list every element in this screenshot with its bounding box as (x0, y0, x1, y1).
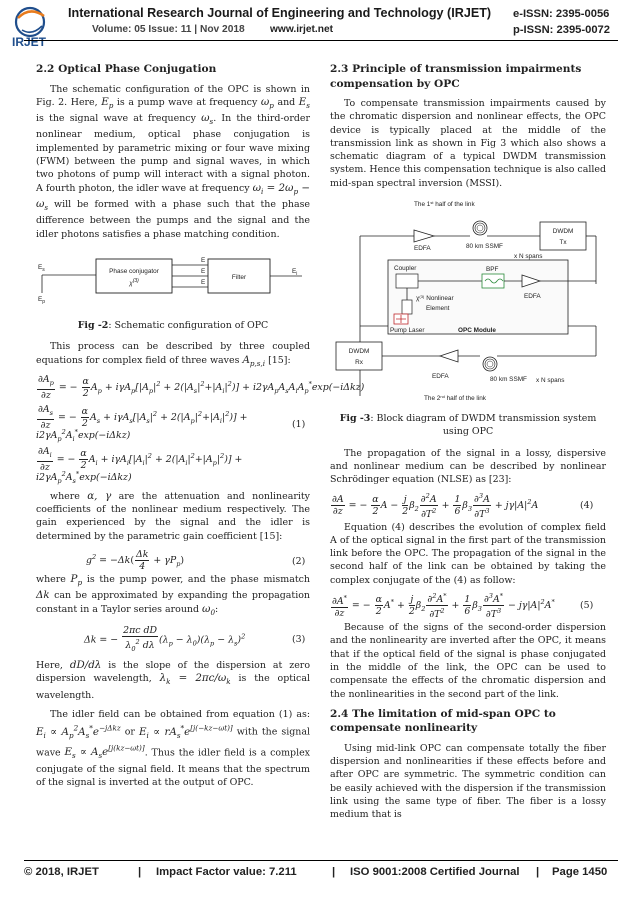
journal-url[interactable]: www.irjet.net (270, 24, 334, 35)
footer-copyright: © 2018, IRJET (24, 866, 99, 878)
second-half-label: The 2nd half of the link (424, 394, 487, 403)
fig2-mid-e2: E (201, 267, 206, 275)
eq2-number: (2) (292, 556, 306, 568)
phase-conjugator-box (96, 259, 172, 293)
paragraph-sign-inversion: Because of the signs of the second-order dispersion and the nonlinearity are inverted after the OPC, it means that if the optical field of the signal is phase conjugated in the middle of the link, the OPC can be used to compensate the effects of the chromatic dispersion and the nonlinearities in the second part of the link. (330, 622, 606, 700)
paragraph-mid-link-opc: Using mid-link OPC can compensate totally the fiber dispersion and nonlinearities if these effects before and after OPC are symmetric. The symmetric condition can be easily achieved with the dispersion if the transmission link using the same type of fiber. The fiber is a lossy medium that is (330, 742, 606, 821)
fig2-input-ep: $E_p$ (38, 295, 46, 305)
journal-title: International Research Journal of Engineering and Technology (IRJET) (68, 6, 492, 20)
paragraph-dispersion-slope: Here, dD/dλ is the slope of the dispersion at zero dispersion wavelength, $\lambda_k = 2\pi c/\omega_k$ is the optical wavelength. (36, 659, 310, 701)
paragraph-opc-intro: The schematic configuration of the OPC is shown in Fig. 2. Here, $E_p$ is a pump wave at frequency $\omega_p$ and $E_s$ is the signal wave at frequency $\omega_s$. In the third-order nonlinear medium, optical phase conjugation is implemented by parametric mixing or four wave mixing (FWM) between the pump and signal waves, in which two photons of pump will interact with a signal photon. A fourth photon, the idler wave at frequency $\omega_i = 2\omega_p - \omega_s$ will be formed with a phase such that the phase difference between the pumps and the signal and the idler photons satisfies a phase matching condition. (36, 83, 310, 240)
element-label: Element (426, 305, 450, 313)
edfa-top-label: EDFA (414, 245, 431, 253)
fig2-output-ei: $E_i$ (292, 267, 298, 277)
equation-2: $g^2 = -\Delta k$( $\frac{\Delta k}{4}$ + $\gamma P_p$) (2) (86, 549, 306, 573)
footer-rule (24, 860, 618, 861)
footer-iso: ISO 9001:2008 Certified Journal (350, 866, 520, 878)
ssmf-bottom-label: 80 km SSMF (490, 376, 527, 384)
footer-page: Page 1450 (552, 866, 608, 878)
footer-sep-3: | (536, 866, 540, 878)
fig2-mid-e3: E (201, 278, 206, 286)
eq1-number: (1) (292, 418, 306, 430)
dwdm-tx-label: DWDM (552, 228, 574, 236)
dwdm-rx-label: DWDM (348, 348, 370, 356)
fig2-mid-e1: E (201, 256, 206, 264)
paragraph-coupled-eqs: This process can be described by three coupled equations for complex field of three waves $A_{p,s,i}$ [15]: (36, 341, 310, 368)
fig-2-schematic (36, 245, 310, 315)
header-rule (24, 40, 618, 41)
paragraph-opc-principle: To compensate transmission impairments caused by the chromatic dispersion and nonlinear effects, the OPC device is typically placed at the middle of the transmission link as shown in Fig 3 which also shows a schematic diagram of a typical DWDM transmission system. Hence this compensation technique is also called mid-span spectral inversion (MSSI). (330, 98, 606, 189)
paragraph-nlse-intro: The propagation of the signal in a lossy, dispersive and nonlinear medium can be described by nonlinear Schrödinger equation (NLSE) as [23]: (330, 447, 606, 486)
right-column (330, 62, 606, 822)
ssmf-top-label: 80 km SSMF (466, 243, 503, 251)
section-2-4-heading: 2.4 The limitation of mid-span OPC to compensate nonlinearity (330, 707, 556, 735)
section-2-3-heading: 2.3 Principle of transmission impairments compensation by OPC (330, 63, 582, 90)
paragraph-equation-4: Equation (4) describes the evolution of complex field A of the optical signal in the first part of the transmission link before the OPC. The propagation of the signal in the second half of the link can be obtained by taking the complex conjugate of the (4) as follow: (330, 521, 606, 586)
equation-5: $\frac{\partial A^*}{\partial z}$ = − $\frac{\alpha}{2}$ A* + $\frac{j}{2}$ $\beta_2$ $\frac{\partial^2A^*}{\partial T^2}$ + $\frac{1}{6}$ $\beta_3$ $\frac{\partial^3A^*}{\partial T^3}$ − $j\gamma|A|^2A^*$ (5) (332, 592, 594, 621)
fig-3-caption: Fig -3: Block diagram of DWDM transmission system using OPC (339, 413, 597, 438)
equation-1: $\frac{\partial A_p}{\partial z}$ = − $\frac{\alpha}{2}$ $A_p + i\gamma A_p[|A_p|^2 + 2(|A_s|^2+|A_i|^2)] + i2\gamma A_pA_sA_iA_p^*\exp(-i\Delta kz)$ $\frac{\partial A_s}{\partial z}$ = − $\frac{\alpha}{2}$ $A_s + i\gamma A_s[|A_s|^2 + 2(|A_p|^2+|A_i|^2)]$ + $i2\gamma A_p^2A_i^*\exp(-i\Delta kz)$ $\frac{\partial A_i}{\partial z}$ = − $\frac{\alpha}{2}$ $A_i + i\gamma A_i[|A_i|^2 + 2(|A_i|^2+|A_p|^2)]$ + $i2\gamma A_p^2A_s^*\exp(-i\Delta kz)$ (1) (36, 373, 365, 485)
edfa-mid-label: EDFA (524, 293, 541, 301)
edfa-bottom-amp (440, 350, 458, 362)
volume-issue: Volume: 05 Issue: 11 | Nov 2018 (92, 24, 245, 35)
tx-label: Tx (559, 239, 567, 247)
bpf-label: BPF (486, 266, 499, 274)
fig2-input-es: $E_s$ (38, 263, 45, 273)
paragraph-pump-power: where $P_p$ is the pump power, and the phase mismatch Δk can be approximated by expanding the propagation constant in a Taylor series around $\omega_0$: (36, 573, 310, 617)
fig-2-caption: Fig -2: Schematic configuration of OPC (77, 319, 269, 331)
coupler-box (396, 274, 418, 288)
nspans-top-label: x N spans (514, 253, 543, 261)
opc-module-label: OPC Module (458, 327, 496, 335)
rx-label: Rx (355, 359, 363, 367)
first-half-label: The 1st half of the link (414, 200, 475, 209)
fig-3-dwdm-diagram (330, 196, 606, 410)
logo-text: IRJET (12, 35, 47, 49)
p-issn: p-ISSN: 2395-0072 (513, 24, 611, 36)
equation-3: Δk = − $\frac{\text{2πc dD}}{\lambda_0^2 d\lambda}$ $(\lambda_p - \lambda_0)(\lambda_p - \lambda_s)^2$ (3) (84, 625, 306, 654)
e-issn: e-ISSN: 2395-0056 (513, 8, 610, 20)
paragraph-idler-field: The idler field can be obtained from equation (1) as: $E_i \propto A_p^2A_s^*e^{-j\Delta kz}$ or $E_i \propto rA_s^*e[j(-kz-\omega t)]$ with the signal wave $E_s \propto A_se[j(kz-\omega t)]$. Thus the idler field is a complex conjugate of the signal field. It means that the spectrum of the signal is inverted at the output of OPC. (36, 709, 311, 789)
equation-4: $\frac{\partial A}{\partial z}$ = − $\frac{\alpha}{2}$ A − $\frac{j}{2}$ $\beta_2$ $\frac{\partial^2A}{\partial T^2}$ + $\frac{1}{6}$ $\beta_3$ $\frac{\partial^3A}{\partial T^3}$ + $j\gamma|A|^2A$ (4) (332, 491, 594, 520)
footer-sep-1: | (138, 866, 142, 878)
footer-impact-factor: Impact Factor value: 7.211 (156, 866, 297, 878)
eq3-number: (3) (292, 634, 306, 646)
nspans-bottom-label: x N spans (536, 377, 565, 385)
footer-sep-2: | (332, 866, 336, 878)
section-2-2-heading: 2.2 Optical Phase Conjugation (36, 63, 217, 75)
edfa-top-amp (414, 230, 434, 242)
nonlinear-element-box (402, 300, 412, 314)
phase-conjugator-label: Phase conjugator (109, 267, 159, 275)
edfa-bottom-label: EDFA (432, 373, 449, 381)
chi3-label: $\chi^{(3)}$ (129, 277, 139, 287)
pump-laser-label: Pump Laser (390, 327, 425, 335)
irjet-logo (8, 4, 64, 50)
eq4-number: (4) (580, 499, 594, 511)
eq5-number: (5) (580, 600, 594, 612)
chi3-element-label: $\chi^{(3)}$ Nonlinear (416, 294, 454, 303)
paragraph-alpha-gamma: where α, γ are the attenuation and nonlinearity coefficients of the nonlinear medium respectively. The gain experienced by the signal and the idler is determined by the parametric gain coefficient [15]: (36, 489, 310, 542)
coupler-label: Coupler (394, 265, 417, 273)
filter-label: Filter (231, 273, 247, 281)
